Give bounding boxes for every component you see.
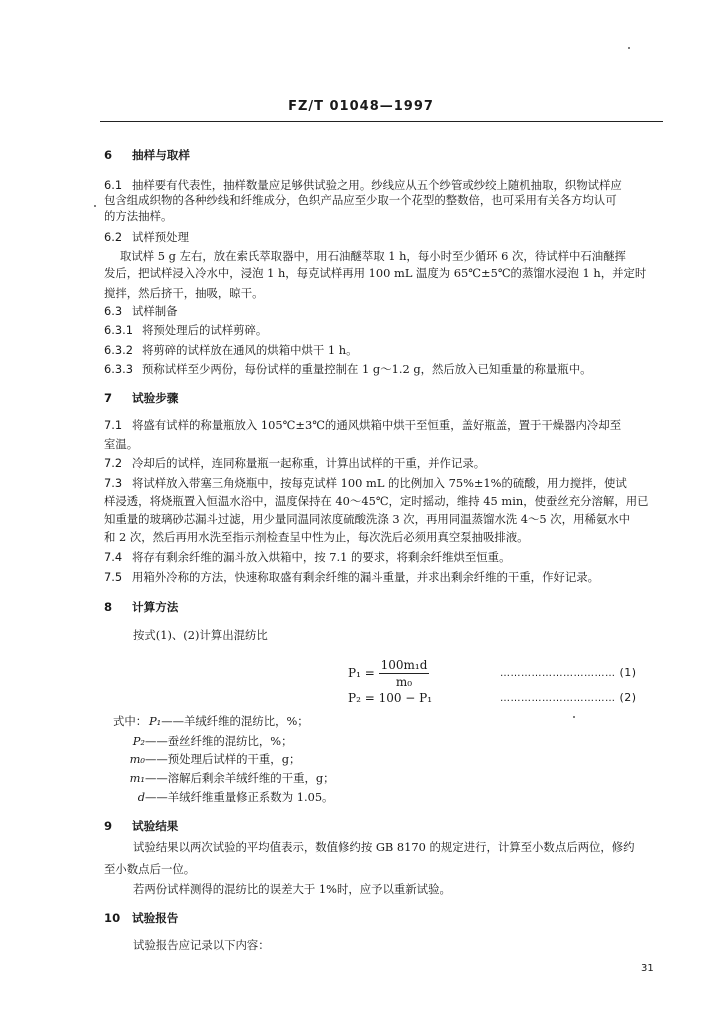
equation-1-fraction: $\frac{\text{100m₁d}}{\text{m₀}}$ bbox=[380, 658, 428, 689]
section-6-3-1: 6.3.1 将预处理后的试样剪碎。 bbox=[104, 323, 268, 337]
section-7-4: 7.4 将存有剩余纤维的漏斗放入烘箱中，按 7.1 的要求，将剩余纤维烘至恒重。 bbox=[104, 550, 511, 564]
where-line-4: m₁——溶解后剩余羊绒纤维的干重，g； bbox=[129, 771, 335, 785]
scan-speck bbox=[573, 716, 575, 718]
section-7-3-line-4: 和 2 次，然后再用水洗至指示剂检查呈中性为止，每次洗后必须用真空泵抽吸排液。 bbox=[104, 530, 529, 544]
section-9-line-3: 若两份试样测得的混纺比的误差大于 1%时，应予以重新试验。 bbox=[133, 882, 451, 896]
section-7-2: 7.2 冷却后的试样，连同称量瓶一起称重，计算出试样的干重，并作记录。 bbox=[104, 456, 486, 470]
where-line-1: 式中： P₁——羊绒纤维的混纺比，%； bbox=[113, 714, 309, 728]
section-10-heading: 10 试验报告 bbox=[104, 911, 179, 925]
section-6-1-line-3: 的方法抽样。 bbox=[104, 209, 173, 223]
equation-2: P₂ = 100 − P₁ bbox=[348, 691, 433, 705]
section-9-line-1: 试验结果以两次试验的平均值表示，数值修约按 GB 8170 的规定进行，计算至小数点后两位，修约 bbox=[133, 840, 635, 854]
section-6-3-2: 6.3.2 将剪碎的试样放在通风的烘箱中烘干 1 h。 bbox=[104, 343, 358, 357]
section-6-2-line-2: 发后，把试样浸入冷水中，浸泡 1 h，每克试样再用 100 mL 温度为 65℃±5℃的蒸馏水浸泡 1 h，并定时 bbox=[104, 266, 647, 280]
header-rule bbox=[100, 121, 663, 122]
section-8-intro: 按式(1)、(2)计算出混纺比 bbox=[133, 628, 268, 642]
page-number: 31 bbox=[641, 963, 654, 974]
where-line-2: P₂——蚕丝纤维的混纺比，%； bbox=[132, 734, 293, 748]
section-7-3-line-1: 7.3 将试样放入带塞三角烧瓶中，按每克试样 100 mL 的比例加入 75%±1%的硫酸，用力搅拌，使试 bbox=[104, 476, 627, 490]
section-6-heading: 6 抽样与取样 bbox=[104, 148, 190, 162]
section-7-5: 7.5 用箱外冷称的方法，快速称取盛有剩余纤维的漏斗重量，并求出剩余纤维的干重，作好记录。 bbox=[104, 570, 600, 584]
section-9-heading: 9 试验结果 bbox=[104, 819, 179, 833]
section-6-3-heading: 6.3 试样制备 bbox=[104, 304, 178, 318]
section-7-1-line-1: 7.1 将盛有试样的称量瓶放入 105℃±3℃的通风烘箱中烘干至恒重，盖好瓶盖，置于干燥器内冷却至 bbox=[104, 418, 622, 432]
section-7-3-line-3: 知重量的玻璃砂芯漏斗过滤，用少量同温同浓度硫酸洗涤 3 次，再用同温蒸馏水洗 4～5 次，用稀氨水中 bbox=[104, 512, 631, 526]
section-6-2-line-1: 取试样 5 g 左右，放在索氏萃取器中，用石油醚萃取 1 h，每小时至少循环 6 次，待试样中石油醚挥 bbox=[120, 249, 626, 263]
equation-2-leader: …………………………… (2) bbox=[500, 691, 637, 704]
where-line-5: d——羊绒纤维重量修正系数为 1.05。 bbox=[137, 790, 334, 804]
equation-1: P₁ = $\frac{\text{100m₁d}}{\text{m₀}}$ bbox=[348, 658, 428, 689]
section-7-1-line-2: 室温。 bbox=[104, 437, 139, 451]
section-7-heading: 7 试验步骤 bbox=[104, 391, 179, 405]
section-6-2-line-3: 搅拌，然后挤干，抽吸，晾干。 bbox=[104, 286, 264, 300]
section-6-3-3: 6.3.3 预称试样至少两份，每份试样的重量控制在 1 g～1.2 g，然后放入已知重量的称量瓶中。 bbox=[104, 362, 592, 376]
section-8-heading: 8 计算方法 bbox=[104, 600, 179, 614]
where-line-3: m₀——预处理后试样的干重，g； bbox=[129, 752, 301, 766]
section-6-1-line-1: 6.1 抽样要有代表性，抽样数量应足够供试验之用。纱线应从五个纱管或纱绞上随机抽取，织物试样应 bbox=[104, 178, 622, 192]
section-9-line-2: 至小数点后一位。 bbox=[104, 862, 196, 876]
section-6-1-line-2: 包含组成织物的各种纱线和纤维成分，色织产品应至少取一个花型的整数倍，也可采用有关各方均认可 bbox=[104, 193, 617, 207]
scan-speck bbox=[628, 47, 630, 49]
scan-speck bbox=[94, 205, 96, 207]
section-6-2-heading: 6.2 试样预处理 bbox=[104, 230, 189, 244]
equation-1-leader: …………………………… (1) bbox=[500, 666, 637, 679]
section-7-3-line-2: 样浸透，将烧瓶置入恒温水浴中，温度保持在 40～45℃，定时摇动，维持 45 min，使蚕丝充分溶解，用已 bbox=[104, 494, 649, 508]
standard-code-header: FZ/T 01048—1997 bbox=[288, 99, 434, 114]
section-10-text: 试验报告应记录以下内容： bbox=[133, 938, 270, 952]
